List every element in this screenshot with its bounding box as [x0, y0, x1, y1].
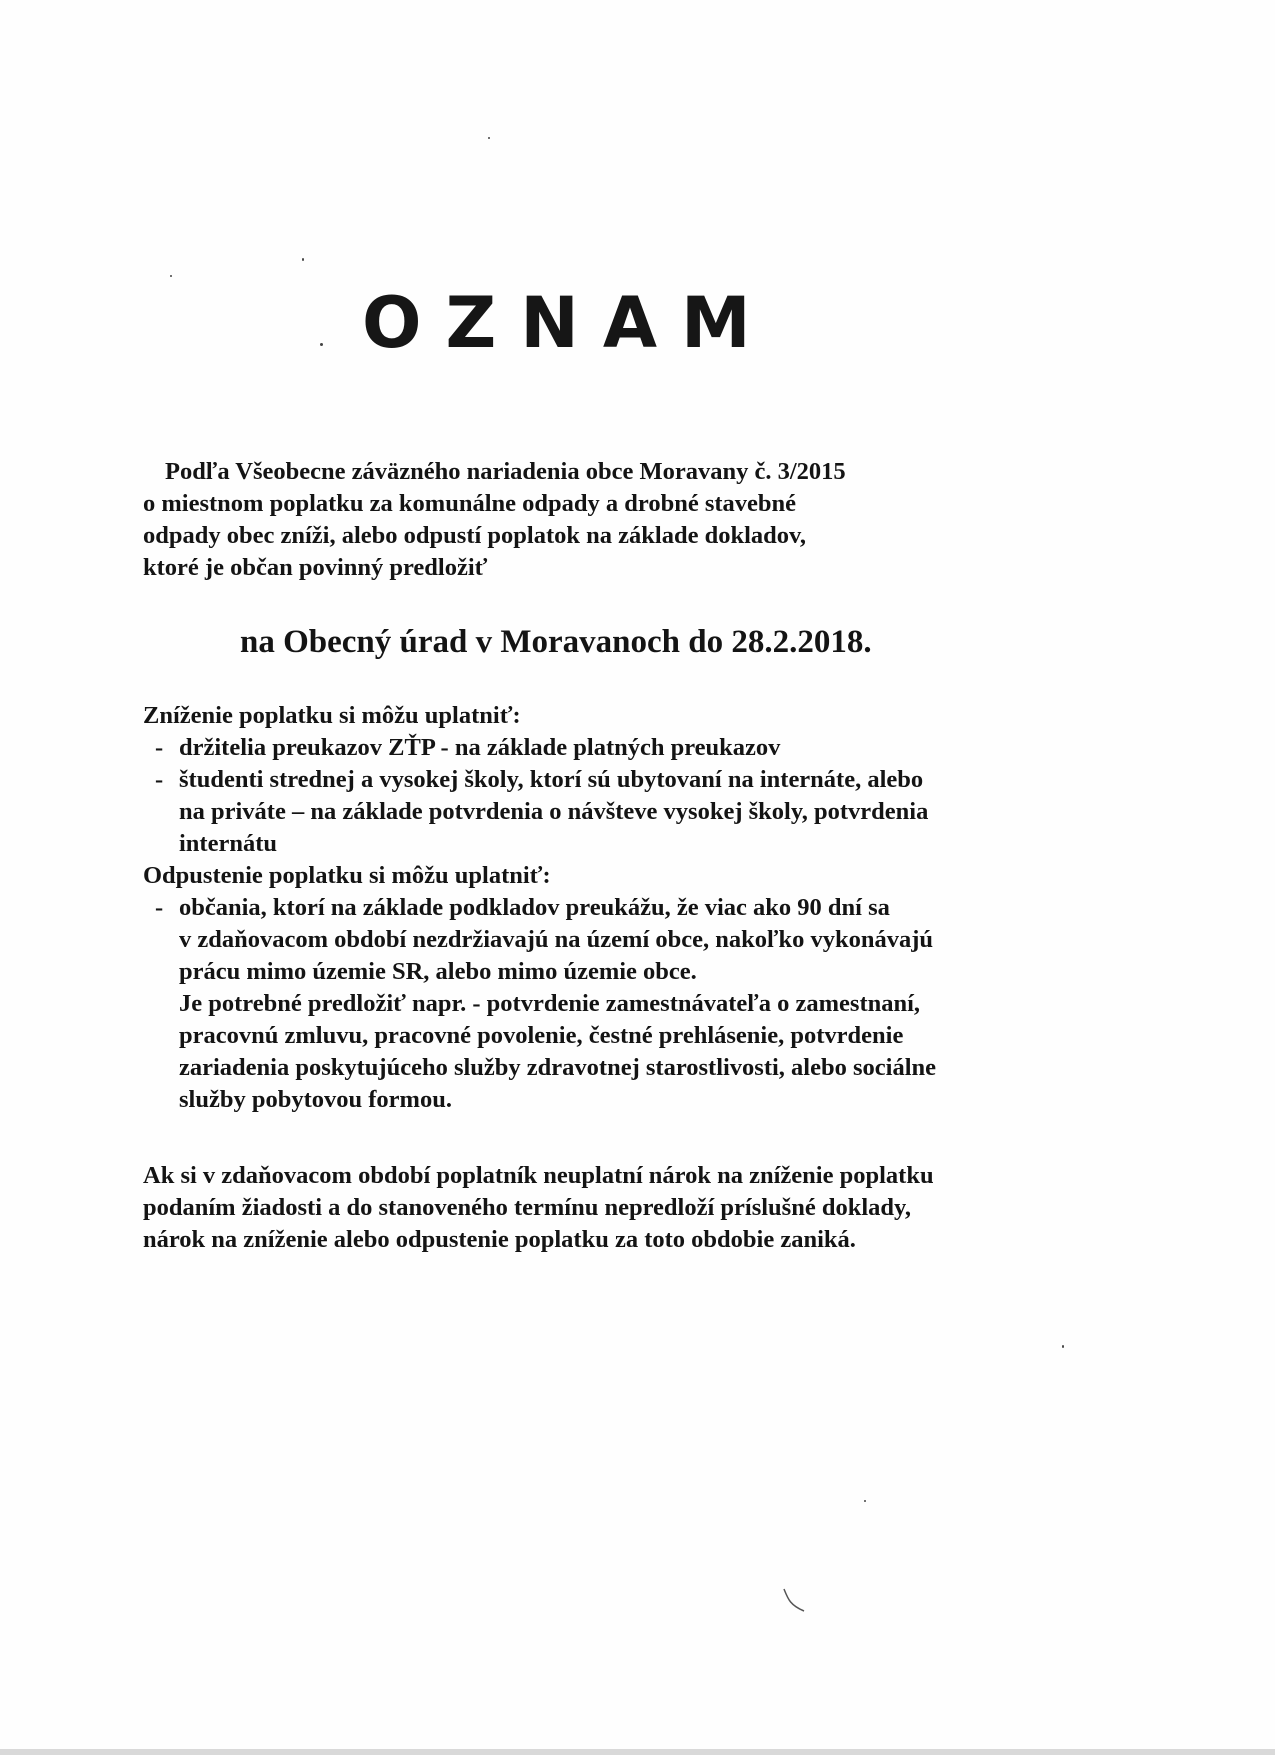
reduction-heading: Zníženie poplatku si môžu uplatniť: — [143, 702, 521, 729]
waiver-item — [143, 892, 1143, 1116]
item-line: pracovnú zmluvu, pracovné povolenie, čestné prehlásenie, potvrdenie — [179, 1022, 904, 1049]
closing-line: podaním žiadosti a do stanoveného termínu nepredloží príslušné doklady, — [143, 1194, 912, 1221]
scan-edge — [0, 1749, 1275, 1755]
page-title: OZNAM — [362, 282, 775, 364]
conditions-section — [143, 700, 1143, 1116]
item-line: držitelia preukazov ZŤP - na základe platných preukazov — [179, 734, 781, 761]
scan-mark — [780, 1585, 810, 1615]
waiver-heading: Odpustenie poplatku si môžu uplatniť: — [143, 862, 551, 889]
list-dash: - — [155, 766, 164, 793]
item-line: prácu mimo územie SR, alebo mimo územie obce. — [179, 958, 697, 985]
item-line: služby pobytovou formou. — [179, 1086, 452, 1113]
item-line: internátu — [179, 830, 277, 857]
reduction-item — [143, 764, 1143, 860]
reduction-item — [143, 732, 1143, 764]
intro-line: ktoré je občan povinný predložiť — [143, 554, 488, 581]
closing-line: Ak si v zdaňovacom období poplatník neuplatní nárok na zníženie poplatku — [143, 1162, 934, 1189]
item-line: Je potrebné predložiť napr. - potvrdenie zamestnávateľa o zamestnaní, — [179, 990, 921, 1017]
office-deadline-line: na Obecný úrad v Moravanoch do 28.2.2018. — [240, 624, 872, 660]
scan-speck — [488, 137, 490, 139]
scan-speck — [864, 1500, 866, 1502]
intro-paragraph — [143, 456, 1143, 584]
closing-paragraph — [143, 1160, 1143, 1256]
scan-speck — [170, 275, 172, 277]
closing-line: nárok na zníženie alebo odpustenie poplatku za toto obdobie zaniká. — [143, 1226, 856, 1253]
item-line: študenti strednej a vysokej školy, ktorí sú ubytovaní na internáte, alebo — [179, 766, 924, 793]
item-line: na priváte – na základe potvrdenia o návšteve vysokej školy, potvrdenia — [179, 798, 929, 825]
item-line: v zdaňovacom období nezdržiavajú na území obce, nakoľko vykonávajú — [179, 926, 934, 953]
list-dash: - — [155, 734, 164, 761]
scan-speck — [320, 343, 323, 346]
list-dash: - — [155, 894, 164, 921]
scan-speck — [302, 258, 304, 261]
intro-line: o miestnom poplatku za komunálne odpady a drobné stavebné — [143, 490, 797, 517]
item-line: občania, ktorí na základe podkladov preukážu, že viac ako 90 dní sa — [179, 894, 890, 921]
intro-line: Podľa Všeobecne záväzného nariadenia obce Moravany č. 3/2015 — [165, 458, 846, 485]
item-line: zariadenia poskytujúceho služby zdravotnej starostlivosti, alebo sociálne — [179, 1054, 937, 1081]
scan-speck — [1062, 1345, 1064, 1348]
intro-line: odpady obec zníži, alebo odpustí poplatok na základe dokladov, — [143, 522, 807, 549]
